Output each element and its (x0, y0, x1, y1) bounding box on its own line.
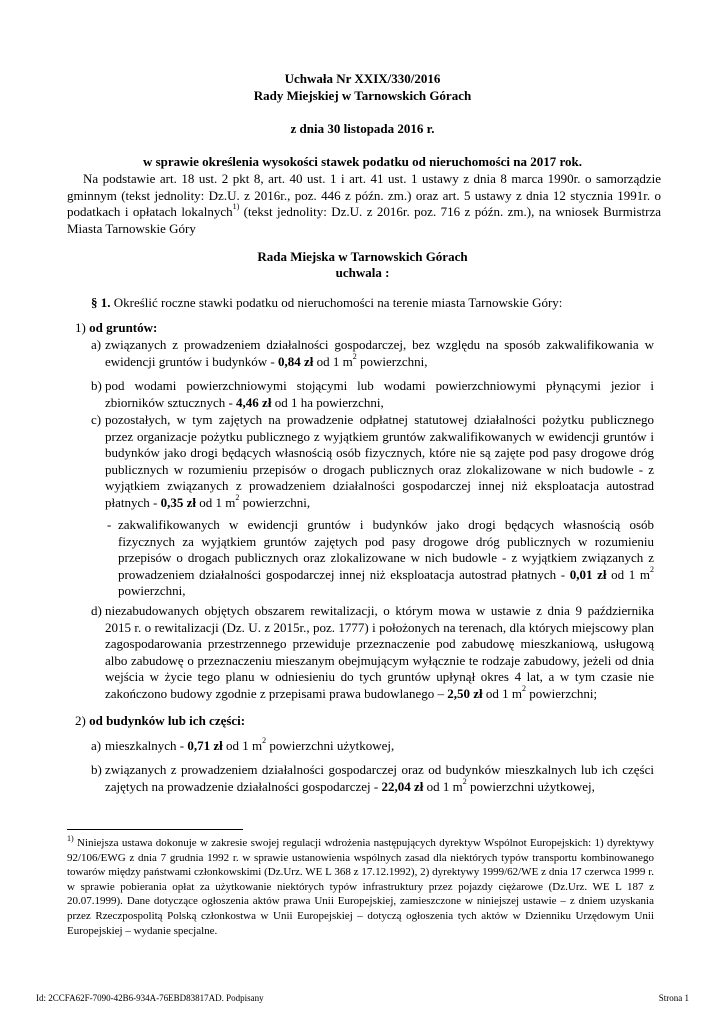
item-1b-label: b) (91, 378, 102, 393)
rate-value: 4,46 zł (236, 394, 272, 410)
item-1d-label: d) (91, 603, 102, 618)
item-1c (105, 412, 654, 512)
rate-value: 0,01 zł (569, 566, 607, 582)
resolves-heading: Rada Miejska w Tarnowskich Górach (257, 249, 468, 264)
preamble (67, 171, 661, 237)
footnote-separator (67, 829, 243, 830)
item-2b (105, 762, 654, 795)
item-title: od gruntów: (89, 320, 158, 335)
rate-value: 0,71 zł (187, 738, 223, 753)
item-2 (75, 713, 245, 730)
item-1c-dash (118, 517, 654, 600)
unit-end: od 1 ha powierzchni, (271, 394, 384, 410)
item-1c-dash-label: - (107, 517, 112, 532)
item-1d (105, 603, 654, 703)
footnote-ref: 1) (232, 202, 240, 212)
unit-end: powierzchni, (239, 494, 311, 510)
resolution-issuer: Rady Miejskiej w Tarnowskich Górach (253, 88, 472, 103)
unit-end: powierzchni, (118, 583, 186, 599)
item-text: zakwalifikowanych w ewidencji gruntów i budynków jako drogi będących własnością osób fizycznych za wyjątkiem gruntów zajętych pod pasy drogowe dróg publicznych w rozumieniu przepisów o drogach publicznych oraz zlokalizowane w nich budowle - z wyjątkiem związanych z prowadzeniem działalności gospodarczej innej niż eksploatacja autostrad płatnych - (118, 517, 654, 582)
item-number: 1) (75, 320, 86, 335)
footnote-text: Niniejsza ustawa dokonuje w zakresie swojej regulacji wdrożenia następujących dyrektyw Wspólnot Europejskich: 1) dyrektywy 92/106/EWG z dnia 7 grudnia 1992 r. w sprawie ustanowienia wspólnych zasad dla niektórych typów transportu kombinowanego towarów między państwami członkowskimi (Dz.Urz. WE L 368 z 17.12.1992), 2) dyrektywy 1999/62/WE z dnia 17 czerwca 1999 r. w sprawie pobierania opłat za użytkowanie niektórych typów infrastruktury przez pojazdy ciężarowe (Dz.Urz. WE L 187 z 20.07.1999). Dane dotyczące ogłoszenia aktów prawa Unii Europejskiej, zamieszczone w niniejszej ustawie – z dniem uzyskania przez Rzeczpospolitą Polską członkostwa w Unii Europejskiej – dotyczą ogłoszenia tych aktów w Dzienniku Urzędowym Unii Europejskiej – wydanie specjalne. (67, 837, 654, 937)
item-2a-label: a) (91, 738, 102, 753)
item-title: od budynków lub ich części: (89, 713, 246, 728)
item-1 (75, 320, 157, 337)
resolution-date: z dnia 30 listopada 2016 r. (290, 121, 435, 136)
unit-exponent: 2 (462, 776, 467, 786)
item-1b (105, 378, 654, 411)
item-number: 2) (75, 713, 86, 728)
rate-value: 0,35 zł (160, 494, 196, 510)
unit-end: powierzchni użytkowej, (466, 778, 595, 794)
unit-text: od 1 m (423, 778, 463, 794)
item-text: mieszkalnych - (105, 738, 188, 753)
preamble-text-cont: (tekst jednolity: Dz.U. z 2016r. poz. 716 z późn. zm.), na wniosek Burmistrza Miasta Tarnowskie Góry (67, 204, 661, 236)
footnote-mark: 1) (67, 834, 74, 843)
unit-text: od 1 m (222, 738, 263, 753)
unit-exponent: 2 (352, 351, 357, 361)
unit-exponent: 2 (649, 564, 654, 574)
resolves-subheading: uchwala : (335, 265, 390, 280)
paragraph-text: Określić roczne stawki podatku od nieruchomości na terenie miasta Tarnowskie Góry: (110, 295, 563, 310)
item-2a (105, 738, 654, 755)
resolution-title: Uchwała Nr XXIX/330/2016 (284, 71, 441, 86)
item-text: niezabudowanych objętych obszarem rewitalizacji, o którym mowa w ustawie z dnia 9 października 2015 r. o rewitalizacji (Dz. U. z 2015r., poz. 1777) i położonych na terenach, dla których miejscowy plan zagospodarowania przestrzennego przewiduje przeznaczenie pod zabudowę mieszkaniową, usługową albo zabudowę o przeznaczeniu mieszanym obejmującym wyłącznie te rodzaje zabudowy, jeżeli od dnia wejścia w życie tego planu w odniesieniu do tych gruntów upłynął okres 4 lat, a w tym czasie nie zakończono budowy zgodnie z przepisami prawa budowlanego – (105, 603, 654, 701)
unit-text: od 1 m (482, 685, 522, 701)
unit-exponent: 2 (262, 736, 267, 745)
footnote (67, 836, 654, 938)
item-text: pod wodami powierzchniowymi stojącymi lub wodami powierzchniowymi płynącymi jezior i zbiorników sztucznych - (105, 378, 654, 410)
unit-text: od 1 m (606, 566, 650, 582)
item-1a-label: a) (91, 337, 102, 352)
item-text: związanych z prowadzeniem działalności gospodarczej, bez względu na sposób zakwalifikowania w ewidencji gruntów i budynków - (105, 337, 654, 369)
unit-text: od 1 m (313, 353, 353, 369)
unit-exponent: 2 (235, 492, 240, 502)
unit-end: powierzchni, (356, 353, 428, 369)
rate-value: 22,04 zł (381, 778, 424, 794)
rate-value: 2,50 zł (447, 685, 483, 701)
item-text: związanych z prowadzeniem działalności gospodarczej oraz od budynków mieszkalnych lub ich części zajętych na prowadzenie działalności gospodarczej - (105, 762, 654, 794)
paragraph-number: § 1. (91, 295, 111, 310)
unit-end: powierzchni; (526, 685, 598, 701)
resolution-subject: w sprawie określenia wysokości stawek podatku od nieruchomości na 2017 rok. (142, 154, 583, 169)
preamble-text: Na podstawie art. 18 ust. 2 pkt 8, art. 40 ust. 1 i art. 41 ust. 1 ustawy z dnia 8 marca 1990r. o samorządzie gminnym (tekst jednolity: Dz.U. z 2016r., poz. 446 z późn. zm.) oraz art. 5 ustawy z dnia 12 stycznia 1991r. o podatkach i opłatach lokalnych (67, 171, 661, 220)
item-1a (105, 337, 654, 370)
paragraph-1 (91, 295, 671, 312)
item-2b-label: b) (91, 762, 102, 777)
unit-end: powierzchni użytkowej, (266, 738, 395, 753)
document-id: Id: 2CCFA62F-7090-42B6-934A-76EBD83817AD. Podpisany (36, 993, 264, 1003)
item-text: pozostałych, w tym zajętych na prowadzenie odpłatnej statutowej działalności pożytku publicznego przez organizacje pożytku publicznego z wyjątkiem gruntów zakwalifikowanych w ewidencji gruntów i budynków jako drogi będących własnością osób fizycznych, które nie są zajęte pod pasy drogowe dróg publicznych w rozumieniu przepisów o drogach publicznych oraz zlokalizowane w nich budowle - z wyjątkiem związanych z prowadzeniem działalności gospodarczej innej niż eksploatacja autostrad płatnych - (105, 412, 654, 510)
unit-text: od 1 m (195, 494, 236, 510)
page-number: Strona 1 (658, 993, 689, 1003)
item-1c-label: c) (91, 412, 102, 427)
rate-value: 0,84 zł (277, 353, 314, 369)
unit-exponent: 2 (522, 683, 526, 693)
